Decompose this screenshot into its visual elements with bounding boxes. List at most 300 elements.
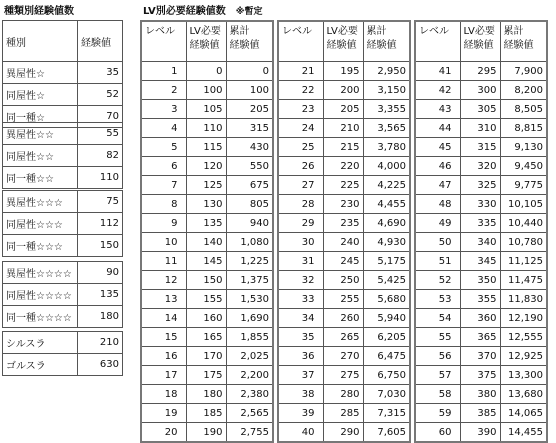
total-exp-value: 6,205	[363, 328, 410, 347]
level-value: 58	[415, 385, 460, 404]
level-value: 39	[278, 404, 323, 423]
level-value: 4	[141, 119, 186, 138]
table-row	[278, 385, 410, 404]
table-row	[278, 423, 410, 443]
need-exp-value: 175	[186, 366, 226, 385]
level-value: 5	[141, 138, 186, 157]
total-exp-value: 7,605	[363, 423, 410, 443]
level-value: 41	[415, 62, 460, 81]
need-exp-value: 235	[323, 214, 363, 233]
level-exp-table-1	[140, 20, 274, 443]
total-exp-value: 11,125	[500, 252, 547, 271]
total-exp-value: 2,755	[226, 423, 273, 443]
level-value: 59	[415, 404, 460, 423]
level-value: 44	[415, 119, 460, 138]
table-row	[415, 366, 547, 385]
table-row	[278, 309, 410, 328]
level-value: 42	[415, 81, 460, 100]
table-row	[415, 195, 547, 214]
need-exp-value: 135	[186, 214, 226, 233]
type-exp-table-4	[2, 261, 123, 328]
level-table-header	[141, 21, 273, 62]
need-exp-value: 265	[323, 328, 363, 347]
need-exp-value: 170	[186, 347, 226, 366]
level-value: 21	[278, 62, 323, 81]
exp-value: 630	[78, 354, 123, 376]
need-exp-value: 385	[460, 404, 500, 423]
table-row	[278, 157, 410, 176]
exp-value: 82	[78, 145, 123, 167]
table-row	[141, 404, 273, 423]
need-exp-value: 0	[186, 62, 226, 81]
table-row	[415, 100, 547, 119]
total-exp-value: 10,440	[500, 214, 547, 233]
level-value: 54	[415, 309, 460, 328]
table-row	[278, 195, 410, 214]
level-header-label: レベル	[141, 21, 186, 62]
level-table-header	[415, 21, 547, 62]
need-exp-value: 245	[323, 252, 363, 271]
table-row	[3, 123, 123, 145]
table-row	[415, 214, 547, 233]
need-exp-value: 250	[323, 271, 363, 290]
total-exp-value: 315	[226, 119, 273, 138]
total-exp-value: 940	[226, 214, 273, 233]
table-row	[3, 332, 123, 354]
need-exp-value: 340	[460, 233, 500, 252]
need-exp-value: 130	[186, 195, 226, 214]
table-row	[415, 252, 547, 271]
need-exp-value: 315	[460, 138, 500, 157]
level-value: 47	[415, 176, 460, 195]
exp-value: 52	[78, 84, 123, 106]
table-row	[278, 347, 410, 366]
total-exp-value: 4,455	[363, 195, 410, 214]
need-exp-value: 115	[186, 138, 226, 157]
need-exp-value: 355	[460, 290, 500, 309]
total-exp-value: 12,555	[500, 328, 547, 347]
type-name: 異屋性☆	[3, 62, 78, 84]
table-row	[278, 100, 410, 119]
level-value: 27	[278, 176, 323, 195]
table-row	[3, 213, 123, 235]
table-row	[3, 235, 123, 257]
table-row	[278, 62, 410, 81]
total-exp-value: 9,130	[500, 138, 547, 157]
level-table-title	[143, 2, 262, 17]
need-exp-value: 280	[323, 385, 363, 404]
need-exp-value: 165	[186, 328, 226, 347]
table-row	[415, 309, 547, 328]
total-exp-header-label: 累計 経験値	[363, 21, 410, 62]
need-exp-value: 205	[323, 100, 363, 119]
total-exp-value: 3,780	[363, 138, 410, 157]
exp-value: 112	[78, 213, 123, 235]
total-exp-value: 100	[226, 81, 273, 100]
need-exp-value: 295	[460, 62, 500, 81]
total-exp-value: 205	[226, 100, 273, 119]
total-exp-value: 550	[226, 157, 273, 176]
table-row	[415, 404, 547, 423]
table-row	[278, 328, 410, 347]
need-exp-value: 300	[460, 81, 500, 100]
level-value: 29	[278, 214, 323, 233]
total-exp-value: 12,190	[500, 309, 547, 328]
need-exp-value: 290	[323, 423, 363, 443]
need-exp-value: 200	[323, 81, 363, 100]
need-exp-value: 285	[323, 404, 363, 423]
table-row	[141, 81, 273, 100]
table-row	[415, 385, 547, 404]
total-exp-value: 13,300	[500, 366, 547, 385]
type-name: 同屋性☆	[3, 84, 78, 106]
table-row	[415, 423, 547, 443]
level-value: 22	[278, 81, 323, 100]
level-value: 46	[415, 157, 460, 176]
need-exp-value: 350	[460, 271, 500, 290]
table-row	[141, 195, 273, 214]
exp-value: 210	[78, 332, 123, 354]
total-exp-value: 805	[226, 195, 273, 214]
table-row	[141, 309, 273, 328]
type-exp-table-2	[2, 122, 123, 189]
type-exp-table-5	[2, 331, 123, 376]
level-value: 56	[415, 347, 460, 366]
need-exp-value: 360	[460, 309, 500, 328]
level-value: 8	[141, 195, 186, 214]
need-exp-value: 335	[460, 214, 500, 233]
need-exp-value: 145	[186, 252, 226, 271]
level-table-title-text: LV別必要経験値数	[143, 6, 226, 17]
table-row	[141, 271, 273, 290]
table-row	[141, 385, 273, 404]
level-value: 3	[141, 100, 186, 119]
need-exp-value: 190	[186, 423, 226, 443]
table-row	[278, 176, 410, 195]
total-exp-value: 8,815	[500, 119, 547, 138]
total-exp-value: 8,200	[500, 81, 547, 100]
level-value: 25	[278, 138, 323, 157]
level-value: 10	[141, 233, 186, 252]
level-value: 14	[141, 309, 186, 328]
need-exp-value: 185	[186, 404, 226, 423]
need-exp-value: 195	[323, 62, 363, 81]
need-exp-value: 140	[186, 233, 226, 252]
exp-value: 90	[78, 262, 123, 284]
total-exp-value: 6,750	[363, 366, 410, 385]
need-exp-value: 345	[460, 252, 500, 271]
need-exp-value: 215	[323, 138, 363, 157]
exp-value: 35	[78, 62, 123, 84]
exp-value: 70	[78, 106, 123, 128]
total-exp-value: 5,940	[363, 309, 410, 328]
level-value: 53	[415, 290, 460, 309]
table-row	[3, 191, 123, 213]
need-exp-value: 365	[460, 328, 500, 347]
table-row	[141, 100, 273, 119]
table-row	[3, 354, 123, 376]
total-exp-header-label: 累計 経験値	[500, 21, 547, 62]
table-row	[141, 214, 273, 233]
level-exp-table-3	[414, 20, 548, 443]
exp-value: 135	[78, 284, 123, 306]
total-exp-value: 9,775	[500, 176, 547, 195]
need-exp-value: 125	[186, 176, 226, 195]
level-value: 11	[141, 252, 186, 271]
level-value: 32	[278, 271, 323, 290]
need-exp-value: 270	[323, 347, 363, 366]
total-exp-value: 10,780	[500, 233, 547, 252]
type-name: 異屋性☆☆☆	[3, 191, 78, 213]
level-value: 7	[141, 176, 186, 195]
table-row	[3, 145, 123, 167]
table-row	[3, 84, 123, 106]
need-exp-value: 370	[460, 347, 500, 366]
table-row	[415, 138, 547, 157]
type-name: ゴルスラ	[3, 354, 78, 376]
need-exp-value: 150	[186, 271, 226, 290]
level-value: 28	[278, 195, 323, 214]
level-value: 18	[141, 385, 186, 404]
level-value: 33	[278, 290, 323, 309]
type-name: 同屋性☆☆☆☆	[3, 284, 78, 306]
level-value: 37	[278, 366, 323, 385]
total-exp-value: 10,105	[500, 195, 547, 214]
table-row	[3, 167, 123, 189]
table-row	[415, 119, 547, 138]
level-value: 51	[415, 252, 460, 271]
need-exp-value: 230	[323, 195, 363, 214]
need-exp-value: 110	[186, 119, 226, 138]
total-exp-value: 3,355	[363, 100, 410, 119]
table-row	[141, 176, 273, 195]
table-row	[278, 366, 410, 385]
level-value: 30	[278, 233, 323, 252]
table-row	[278, 119, 410, 138]
total-exp-value: 5,680	[363, 290, 410, 309]
exp-value: 180	[78, 306, 123, 328]
table-row	[3, 262, 123, 284]
total-exp-value: 2,025	[226, 347, 273, 366]
level-value: 35	[278, 328, 323, 347]
level-value: 17	[141, 366, 186, 385]
level-value: 20	[141, 423, 186, 443]
table-row	[141, 119, 273, 138]
level-value: 49	[415, 214, 460, 233]
table-row	[141, 233, 273, 252]
level-value: 60	[415, 423, 460, 443]
total-exp-value: 1,530	[226, 290, 273, 309]
need-exp-value: 375	[460, 366, 500, 385]
level-header-label: レベル	[415, 21, 460, 62]
level-value: 50	[415, 233, 460, 252]
total-exp-value: 2,380	[226, 385, 273, 404]
level-value: 40	[278, 423, 323, 443]
level-value: 26	[278, 157, 323, 176]
level-value: 55	[415, 328, 460, 347]
need-exp-value: 155	[186, 290, 226, 309]
table-row	[415, 328, 547, 347]
need-exp-value: 220	[323, 157, 363, 176]
level-value: 57	[415, 366, 460, 385]
total-exp-value: 3,150	[363, 81, 410, 100]
provisional-note: ※暫定	[235, 7, 263, 17]
table-row	[3, 306, 123, 328]
type-exp-table-1	[2, 20, 123, 128]
level-value: 16	[141, 347, 186, 366]
need-exp-value: 380	[460, 385, 500, 404]
total-exp-value: 2,950	[363, 62, 410, 81]
level-value: 12	[141, 271, 186, 290]
need-exp-value: 275	[323, 366, 363, 385]
total-exp-header-label: 累計 経験値	[226, 21, 273, 62]
type-name: 同一種☆☆☆	[3, 235, 78, 257]
need-exp-value: 225	[323, 176, 363, 195]
table-row	[415, 157, 547, 176]
need-exp-value: 320	[460, 157, 500, 176]
total-exp-value: 1,855	[226, 328, 273, 347]
total-exp-value: 4,930	[363, 233, 410, 252]
table-row	[3, 284, 123, 306]
total-exp-value: 11,830	[500, 290, 547, 309]
level-value: 45	[415, 138, 460, 157]
table-row	[415, 62, 547, 81]
type-table-header	[3, 21, 123, 62]
total-exp-value: 7,900	[500, 62, 547, 81]
need-exp-value: 160	[186, 309, 226, 328]
need-exp-value: 305	[460, 100, 500, 119]
table-row	[415, 81, 547, 100]
table-row	[141, 157, 273, 176]
type-name: 異屋性☆☆☆☆	[3, 262, 78, 284]
level-value: 36	[278, 347, 323, 366]
exp-value: 75	[78, 191, 123, 213]
need-exp-value: 240	[323, 233, 363, 252]
need-exp-value: 180	[186, 385, 226, 404]
type-name: 同一種☆	[3, 106, 78, 128]
need-exp-value: 390	[460, 423, 500, 443]
level-exp-table-2	[277, 20, 411, 443]
table-row	[415, 176, 547, 195]
total-exp-value: 14,455	[500, 423, 547, 443]
type-exp-table-3	[2, 190, 123, 257]
table-row	[278, 271, 410, 290]
need-exp-value: 310	[460, 119, 500, 138]
type-name: 同一種☆☆	[3, 167, 78, 189]
total-exp-value: 1,225	[226, 252, 273, 271]
total-exp-value: 12,925	[500, 347, 547, 366]
level-value: 31	[278, 252, 323, 271]
total-exp-value: 0	[226, 62, 273, 81]
level-value: 24	[278, 119, 323, 138]
need-exp-header-label: LV必要 経験値	[460, 21, 500, 62]
need-exp-header-label: LV必要 経験値	[323, 21, 363, 62]
table-row	[278, 81, 410, 100]
total-exp-value: 5,175	[363, 252, 410, 271]
need-exp-value: 105	[186, 100, 226, 119]
table-row	[141, 252, 273, 271]
level-value: 9	[141, 214, 186, 233]
exp-value: 110	[78, 167, 123, 189]
total-exp-value: 430	[226, 138, 273, 157]
total-exp-value: 4,225	[363, 176, 410, 195]
table-row	[141, 62, 273, 81]
total-exp-value: 1,690	[226, 309, 273, 328]
table-row	[278, 138, 410, 157]
table-row	[141, 347, 273, 366]
type-table-title: 種類別経験値数	[4, 6, 74, 17]
level-value: 15	[141, 328, 186, 347]
total-exp-value: 7,315	[363, 404, 410, 423]
level-header-label: レベル	[278, 21, 323, 62]
total-exp-value: 5,425	[363, 271, 410, 290]
type-name: シルスラ	[3, 332, 78, 354]
type-header-label: 種別	[3, 21, 78, 62]
table-row	[141, 366, 273, 385]
need-exp-value: 120	[186, 157, 226, 176]
level-value: 6	[141, 157, 186, 176]
need-exp-header-label: LV必要 経験値	[186, 21, 226, 62]
total-exp-value: 4,000	[363, 157, 410, 176]
table-row	[278, 290, 410, 309]
total-exp-value: 13,680	[500, 385, 547, 404]
exp-value: 55	[78, 123, 123, 145]
total-exp-value: 11,475	[500, 271, 547, 290]
level-value: 38	[278, 385, 323, 404]
table-row	[278, 252, 410, 271]
total-exp-value: 9,450	[500, 157, 547, 176]
table-row	[278, 214, 410, 233]
table-row	[415, 347, 547, 366]
exp-value: 150	[78, 235, 123, 257]
need-exp-value: 325	[460, 176, 500, 195]
total-exp-value: 1,375	[226, 271, 273, 290]
type-name: 同一種☆☆☆☆	[3, 306, 78, 328]
table-row	[278, 233, 410, 252]
total-exp-value: 2,200	[226, 366, 273, 385]
need-exp-value: 210	[323, 119, 363, 138]
total-exp-value: 3,565	[363, 119, 410, 138]
level-table-header	[278, 21, 410, 62]
type-name: 同屋性☆☆	[3, 145, 78, 167]
total-exp-value: 8,505	[500, 100, 547, 119]
need-exp-value: 260	[323, 309, 363, 328]
level-value: 48	[415, 195, 460, 214]
need-exp-value: 330	[460, 195, 500, 214]
table-row	[141, 138, 273, 157]
level-value: 1	[141, 62, 186, 81]
level-value: 13	[141, 290, 186, 309]
total-exp-value: 6,475	[363, 347, 410, 366]
need-exp-value: 100	[186, 81, 226, 100]
table-row	[278, 404, 410, 423]
table-row	[415, 271, 547, 290]
table-row	[415, 290, 547, 309]
need-exp-value: 255	[323, 290, 363, 309]
level-value: 43	[415, 100, 460, 119]
level-value: 34	[278, 309, 323, 328]
level-value: 23	[278, 100, 323, 119]
type-name: 同屋性☆☆☆	[3, 213, 78, 235]
total-exp-value: 2,565	[226, 404, 273, 423]
total-exp-value: 1,080	[226, 233, 273, 252]
table-row	[141, 328, 273, 347]
total-exp-value: 7,030	[363, 385, 410, 404]
level-value: 52	[415, 271, 460, 290]
table-row	[3, 62, 123, 84]
level-value: 2	[141, 81, 186, 100]
type-name: 異屋性☆☆	[3, 123, 78, 145]
